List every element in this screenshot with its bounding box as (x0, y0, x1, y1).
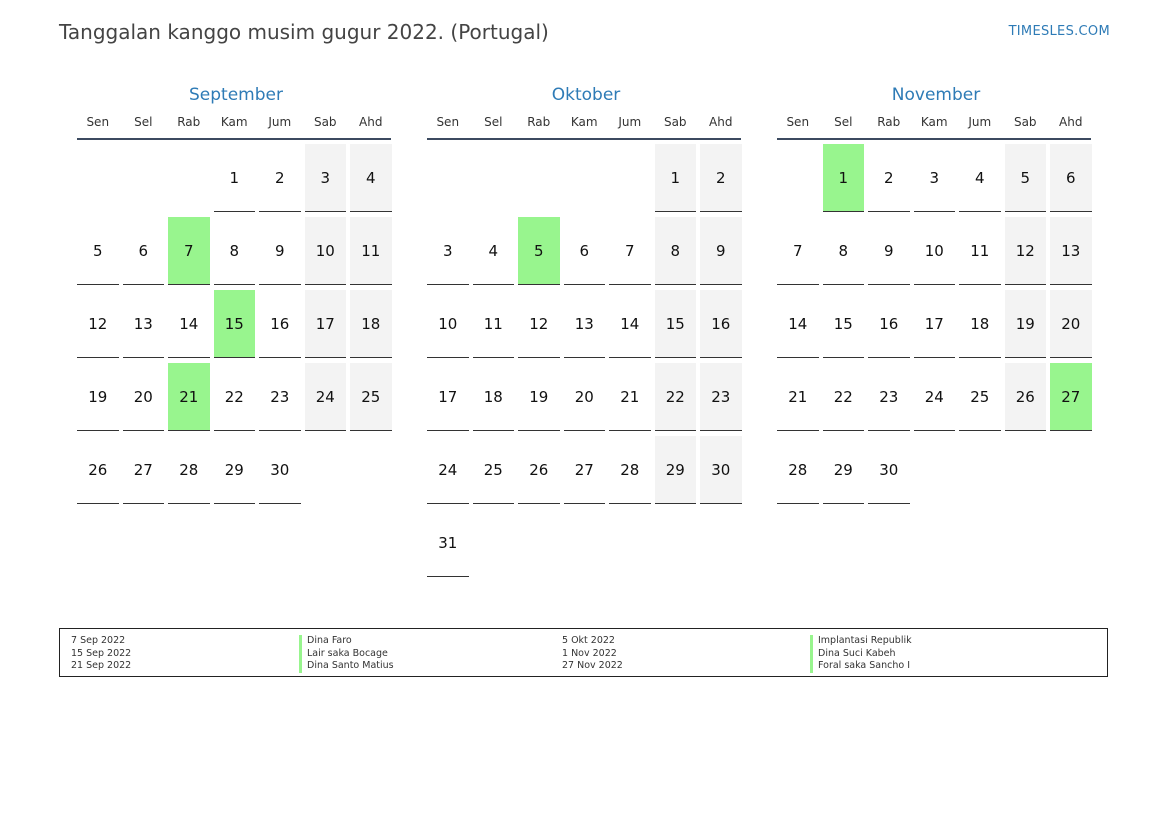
day-cell: 30 (868, 436, 910, 504)
day-cell: 13 (123, 290, 165, 358)
weekday-header (77, 115, 395, 129)
day-cell: 8 (214, 217, 256, 285)
holiday-day-cell: 21 (168, 363, 210, 431)
day-cell: 23 (700, 363, 742, 431)
day-cell: 8 (655, 217, 697, 285)
day-cell: 20 (564, 363, 606, 431)
day-cell: 16 (868, 290, 910, 358)
day-cell: 25 (959, 363, 1001, 431)
day-cell: 18 (473, 363, 515, 431)
weekday-label: Sab (313, 115, 337, 129)
day-cell: 2 (868, 144, 910, 212)
holiday-day-cell: 5 (518, 217, 560, 285)
day-cell: 7 (777, 217, 819, 285)
legend-right-dates (562, 635, 623, 673)
month-oktober (427, 84, 745, 577)
weekday-label: Jum (268, 115, 292, 129)
day-cell: 9 (700, 217, 742, 285)
day-cell: 10 (914, 217, 956, 285)
day-cell: 2 (700, 144, 742, 212)
header-rule (427, 138, 741, 140)
day-cell: 2 (259, 144, 301, 212)
month-name: November (891, 85, 981, 105)
day-cell: 16 (259, 290, 301, 358)
header-rule (777, 138, 1091, 140)
day-cell: 20 (1050, 290, 1092, 358)
day-cell: 21 (777, 363, 819, 431)
day-cell: 18 (350, 290, 392, 358)
day-cell: 16 (700, 290, 742, 358)
page-title: Tanggalan kanggo musim gugur 2022. (Portugal) (59, 20, 549, 44)
day-cell: 12 (1005, 217, 1047, 285)
day-cell: 25 (473, 436, 515, 504)
empty-cell (168, 144, 210, 212)
day-cell: 14 (609, 290, 651, 358)
day-cell: 28 (609, 436, 651, 504)
holiday-legend (59, 628, 1108, 677)
day-cell: 26 (518, 436, 560, 504)
weekday-label: Sen (86, 115, 110, 129)
weekday-label: Rab (177, 115, 201, 129)
month-september (77, 84, 395, 504)
day-cell: 24 (427, 436, 469, 504)
holiday-day-cell: 7 (168, 217, 210, 285)
month-name: Oktober (551, 85, 621, 105)
weekday-label: Jum (618, 115, 642, 129)
legend-date: 27 Nov 2022 (562, 660, 623, 671)
holiday-day-cell: 1 (823, 144, 865, 212)
day-grid (427, 144, 745, 577)
day-cell: 19 (518, 363, 560, 431)
day-cell: 3 (305, 144, 347, 212)
day-cell: 24 (914, 363, 956, 431)
day-cell: 3 (914, 144, 956, 212)
day-cell: 28 (777, 436, 819, 504)
day-cell: 14 (168, 290, 210, 358)
header-rule (77, 138, 391, 140)
day-cell: 17 (914, 290, 956, 358)
day-cell: 19 (1005, 290, 1047, 358)
day-cell: 5 (77, 217, 119, 285)
day-cell: 11 (473, 290, 515, 358)
day-cell: 7 (609, 217, 651, 285)
weekday-header (777, 115, 1095, 129)
legend-left-dates (71, 635, 131, 673)
empty-cell (609, 144, 651, 212)
day-cell: 28 (168, 436, 210, 504)
legend-holiday-name: Dina Suci Kabeh (810, 648, 912, 661)
day-cell: 1 (655, 144, 697, 212)
legend-holiday-name: Dina Santo Matius (299, 660, 394, 673)
legend-date: 15 Sep 2022 (71, 647, 132, 659)
weekday-label: Sel (134, 115, 153, 129)
empty-cell (777, 144, 819, 212)
day-cell: 13 (564, 290, 606, 358)
day-cell: 27 (123, 436, 165, 504)
weekday-label: Sel (484, 115, 503, 129)
weekday-label: Kam (570, 115, 598, 129)
day-cell: 29 (655, 436, 697, 504)
day-cell: 3 (427, 217, 469, 285)
weekday-label: Sen (786, 115, 810, 129)
day-cell: 9 (259, 217, 301, 285)
day-cell: 14 (777, 290, 819, 358)
legend-right-names (810, 635, 912, 673)
weekday-label: Jum (968, 115, 992, 129)
empty-cell (427, 144, 469, 212)
weekday-label: Sab (663, 115, 687, 129)
legend-date: 21 Sep 2022 (71, 660, 132, 671)
day-cell: 6 (123, 217, 165, 285)
day-cell: 11 (959, 217, 1001, 285)
day-cell: 4 (959, 144, 1001, 212)
legend-holiday-name: Dina Faro (299, 635, 394, 648)
weekday-label: Sab (1013, 115, 1037, 129)
legend-holiday-name: Implantasi Republik (810, 635, 912, 648)
weekday-label: Rab (877, 115, 901, 129)
day-cell: 30 (259, 436, 301, 504)
day-cell: 6 (564, 217, 606, 285)
day-cell: 5 (1005, 144, 1047, 212)
legend-date: 1 Nov 2022 (562, 647, 617, 659)
day-cell: 12 (77, 290, 119, 358)
legend-date: 7 Sep 2022 (71, 635, 126, 646)
legend-left-names (299, 635, 394, 673)
day-cell: 1 (214, 144, 256, 212)
day-cell: 30 (700, 436, 742, 504)
legend-holiday-name: Lair saka Bocage (299, 648, 394, 661)
month-name: September (189, 85, 283, 105)
empty-cell (123, 144, 165, 212)
holiday-day-cell: 15 (214, 290, 256, 358)
day-cell: 13 (1050, 217, 1092, 285)
day-cell: 10 (305, 217, 347, 285)
weekday-label: Ahd (1059, 115, 1083, 129)
day-cell: 22 (214, 363, 256, 431)
site-link[interactable]: TIMESLES.COM (1008, 24, 1110, 39)
day-cell: 21 (609, 363, 651, 431)
day-cell: 29 (214, 436, 256, 504)
empty-cell (564, 144, 606, 212)
day-cell: 20 (123, 363, 165, 431)
day-cell: 15 (823, 290, 865, 358)
weekday-label: Kam (220, 115, 248, 129)
empty-cell (518, 144, 560, 212)
day-cell: 10 (427, 290, 469, 358)
day-cell: 18 (959, 290, 1001, 358)
empty-cell (473, 144, 515, 212)
empty-cell (77, 144, 119, 212)
day-cell: 4 (350, 144, 392, 212)
weekday-label: Rab (527, 115, 551, 129)
day-cell: 4 (473, 217, 515, 285)
holiday-day-cell: 27 (1050, 363, 1092, 431)
day-cell: 17 (427, 363, 469, 431)
weekday-label: Sen (436, 115, 460, 129)
weekday-header (427, 115, 745, 129)
day-grid (777, 144, 1095, 504)
legend-holiday-name: Foral saka Sancho I (810, 660, 912, 673)
day-cell: 26 (1005, 363, 1047, 431)
day-cell: 23 (868, 363, 910, 431)
weekday-label: Ahd (359, 115, 383, 129)
day-cell: 15 (655, 290, 697, 358)
day-cell: 9 (868, 217, 910, 285)
day-cell: 25 (350, 363, 392, 431)
day-cell: 8 (823, 217, 865, 285)
legend-date: 5 Okt 2022 (562, 635, 615, 646)
weekday-label: Sel (834, 115, 853, 129)
day-cell: 12 (518, 290, 560, 358)
day-grid (77, 144, 395, 504)
day-cell: 22 (655, 363, 697, 431)
month-november (777, 84, 1095, 504)
weekday-label: Ahd (709, 115, 733, 129)
day-cell: 23 (259, 363, 301, 431)
day-cell: 24 (305, 363, 347, 431)
day-cell: 22 (823, 363, 865, 431)
day-cell: 27 (564, 436, 606, 504)
day-cell: 26 (77, 436, 119, 504)
day-cell: 29 (823, 436, 865, 504)
day-cell: 31 (427, 509, 469, 577)
day-cell: 6 (1050, 144, 1092, 212)
day-cell: 19 (77, 363, 119, 431)
weekday-label: Kam (920, 115, 948, 129)
day-cell: 17 (305, 290, 347, 358)
day-cell: 11 (350, 217, 392, 285)
